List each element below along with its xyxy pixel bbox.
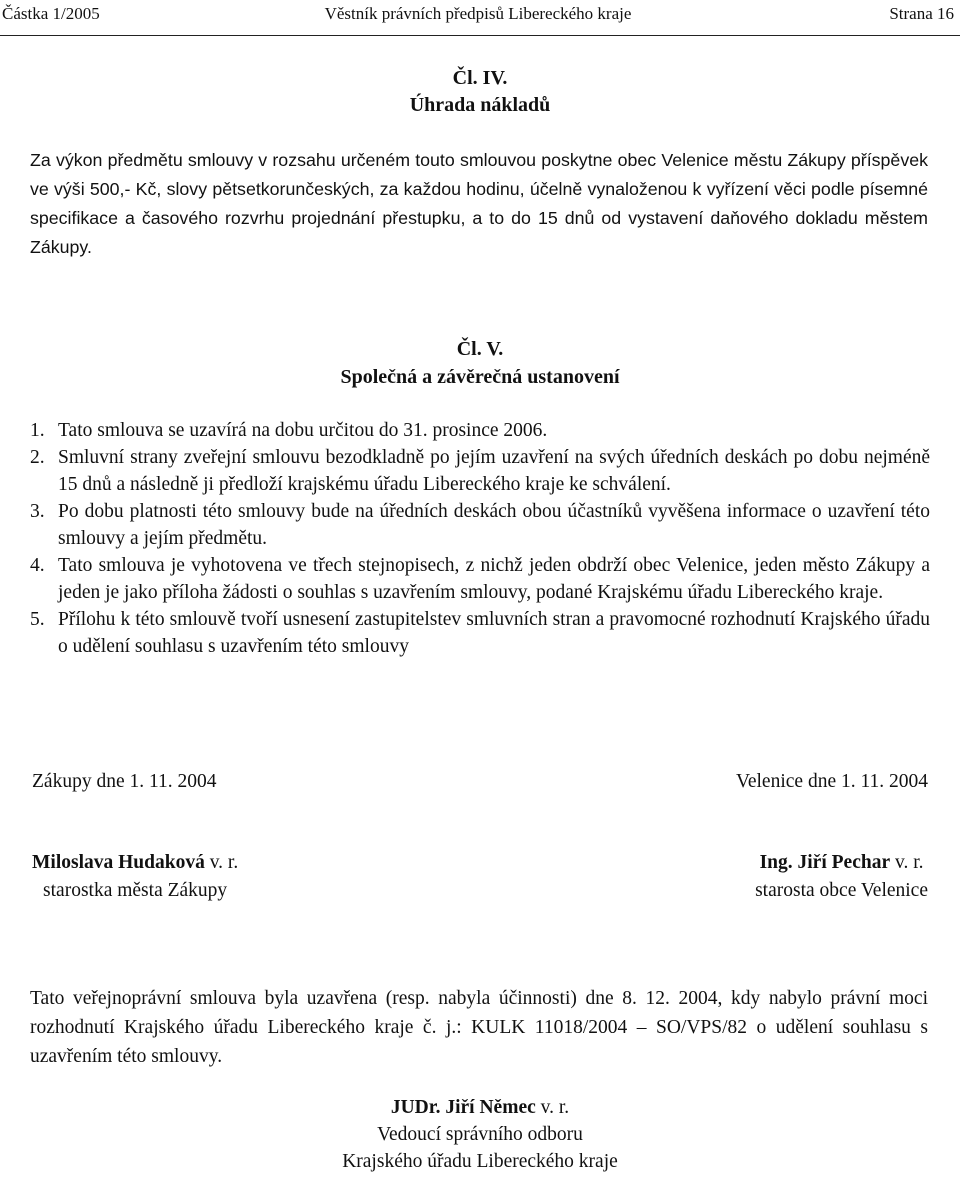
list-item (30, 498, 930, 552)
signature-left (32, 849, 238, 905)
article-4-number: Čl. IV. (452, 67, 508, 89)
signed-note: v. r. (204, 852, 239, 873)
item-number: 1. (30, 420, 45, 441)
signatory-role: starostka města Zákupy (43, 880, 228, 901)
signatory-name: Ing. Jiří Pechar (759, 852, 891, 873)
provisions-list (30, 417, 930, 660)
signatory-right (755, 849, 928, 877)
article-4-heading: Úhrada nákladů (409, 94, 551, 116)
signatory-left (32, 849, 238, 877)
journal-title: Věstník právních předpisů Libereckého kraje (324, 4, 632, 23)
official-line (0, 1094, 960, 1121)
header-divider (0, 35, 960, 36)
signatory-role: starosta obce Velenice (755, 880, 928, 901)
article-5-number: Čl. V. (456, 338, 504, 360)
official-office: Krajského úřadu Libereckého kraje (342, 1151, 618, 1172)
issue-number: Částka 1/2005 (2, 4, 100, 23)
official-name: JUDr. Jiří Němec (390, 1097, 536, 1118)
item-number: 2. (30, 447, 45, 468)
item-text: Po dobu platnosti této smlouvy bude na úředních deskách obou účastníků vyvěšena informace o uzavření této smlouvy a jejím předmětu. (58, 501, 930, 549)
signature-right (755, 849, 928, 905)
item-number: 5. (30, 609, 45, 630)
official-role: Vedoucí správního odboru (377, 1124, 583, 1145)
list-item (30, 606, 930, 660)
signed-note: v. r. (535, 1097, 570, 1118)
article-5-heading: Společná a závěrečná ustanovení (340, 366, 620, 388)
date-velenice: Velenice dne 1. 11. 2004 (735, 771, 928, 792)
date-zakupy: Zákupy dne 1. 11. 2004 (32, 771, 217, 792)
article-4-text: Za výkon předmětu smlouvy v rozsahu určeném touto smlouvou poskytne obec Velenice městu Zákupy příspěvek ve výši 500,- Kč, slovy pětsetkorunčeských, za každou hodinu, účelně vynaloženou k vyřízení věci podle písemné specifikace a časového rozvrhu projednání přestupku, a to do 15 dnů od vystavení daňového dokladu městem Zákupy. (30, 150, 928, 257)
list-item (30, 444, 930, 498)
page-number: Strana 16 (889, 4, 954, 23)
list-item (30, 552, 930, 606)
list-item (30, 417, 930, 444)
signatory-name: Miloslava Hudaková (32, 852, 205, 873)
final-signature (0, 1094, 960, 1175)
item-number: 3. (30, 501, 45, 522)
item-number: 4. (30, 555, 45, 576)
item-text: Tato smlouva je vyhotovena ve třech stejnopisech, z nichž jeden obdrží obec Velenice, jeden město Zákupy a jeden je jako příloha žádosti o souhlas s uzavřením smlouvy, podané Krajskému úřadu Libereckého kraje. (58, 555, 930, 603)
page-header (2, 3, 954, 27)
item-text: Přílohu k této smlouvě tvoří usnesení zastupitelstev smluvních stran a pravomocné rozhodnutí Krajského úřadu o udělení souhlasu s uzavřením této smlouvy (58, 609, 930, 657)
item-text: Tato smlouva se uzavírá na dobu určitou do 31. prosince 2006. (58, 420, 548, 441)
item-text: Smluvní strany zveřejní smlouvu bezodkladně po jejím uzavření na svých úředních deskách po dobu nejméně 15 dnů a následně ji předloží krajskému úřadu Libereckého kraje ke schválení. (58, 447, 930, 495)
closing-note: Tato veřejnoprávní smlouva byla uzavřena (resp. nabyla účinnosti) dne 8. 12. 2004, kdy nabylo právní moci rozhodnutí Krajského úřadu Libereckého kraje č. j.: KULK 11018/2004 – SO/VPS/82 o udělení souhlasu s uzavřením této smlouvy. (30, 988, 928, 1067)
signed-note: v. r. (890, 852, 924, 873)
